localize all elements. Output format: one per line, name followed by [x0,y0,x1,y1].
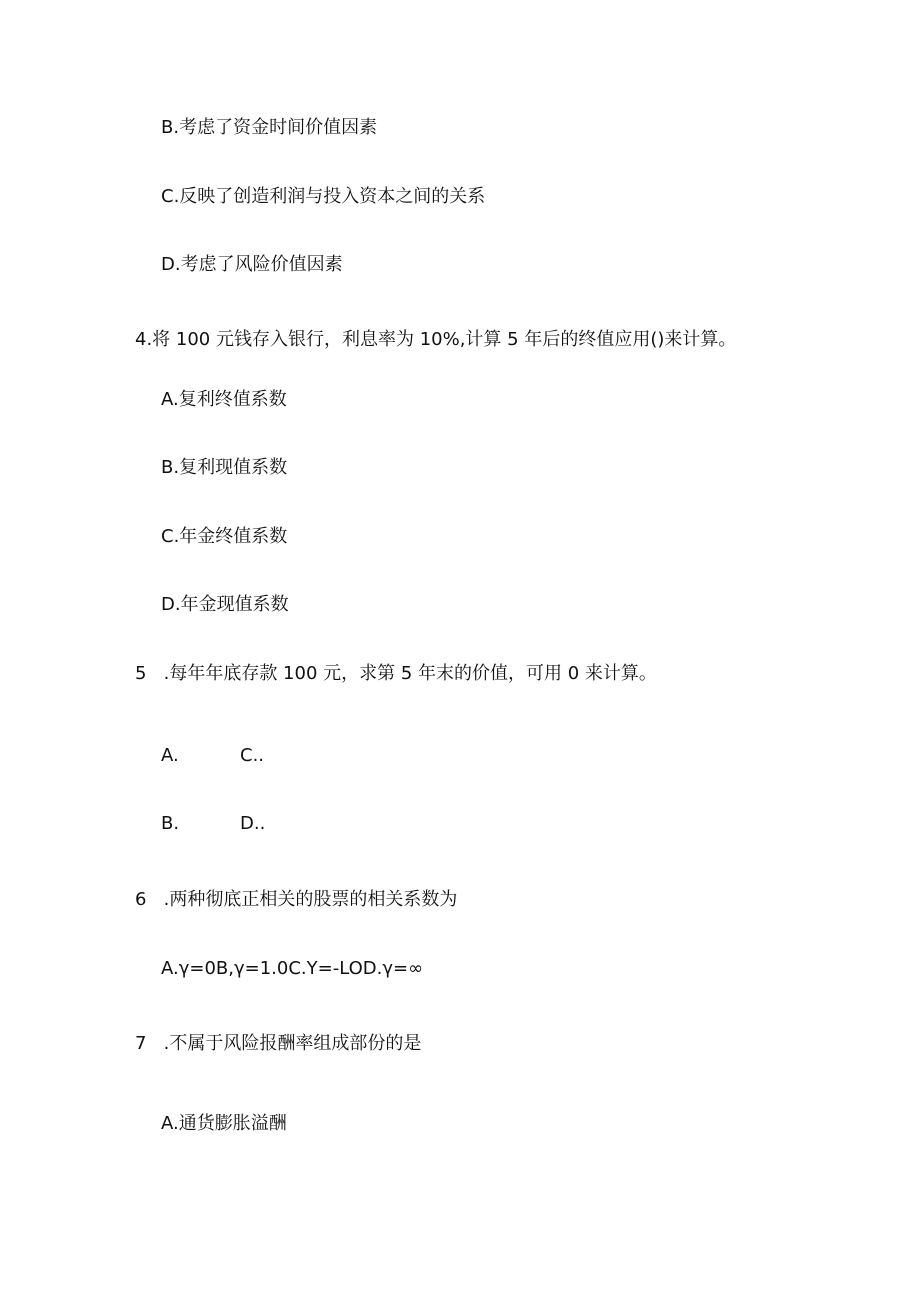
q5-stem: 5 .每年年底存款 100 元，求第 5 年末的价值，可用 0 来计算。 [135,663,657,684]
q6-stem: 6 .两种彻底正相关的股票的相关系数为 [135,889,458,910]
q5-option-d: D.. [240,813,266,834]
q5-option-b: B. [161,813,180,834]
q4-option-b: B.复利现值系数 [161,457,288,478]
q3-option-d: D.考虑了风险价值因素 [161,254,343,275]
q4-option-c: C.年金终值系数 [161,526,288,547]
q4-option-d: D.年金现值系数 [161,594,289,615]
q7-stem: 7 .不属于风险报酬率组成部份的是 [135,1033,422,1054]
q4-stem: 4.将 100 元钱存入银行，利息率为 10%,计算 5 年后的终值应用()来计算。 [135,329,737,350]
q3-option-c: C.反映了创造利润与投入资本之间的关系 [161,186,486,207]
q4-option-a: A.复利终值系数 [161,389,287,410]
q5-option-a: A. [161,745,179,766]
q3-option-b: B.考虑了资金时间价值因素 [161,117,378,138]
q5-option-c: C.. [240,745,265,766]
q7-option-a: A.通货膨胀溢酬 [161,1113,287,1134]
q6-options-line: A.γ=0B,γ=1.0C.Y=-LOD.γ=∞ [161,958,424,979]
